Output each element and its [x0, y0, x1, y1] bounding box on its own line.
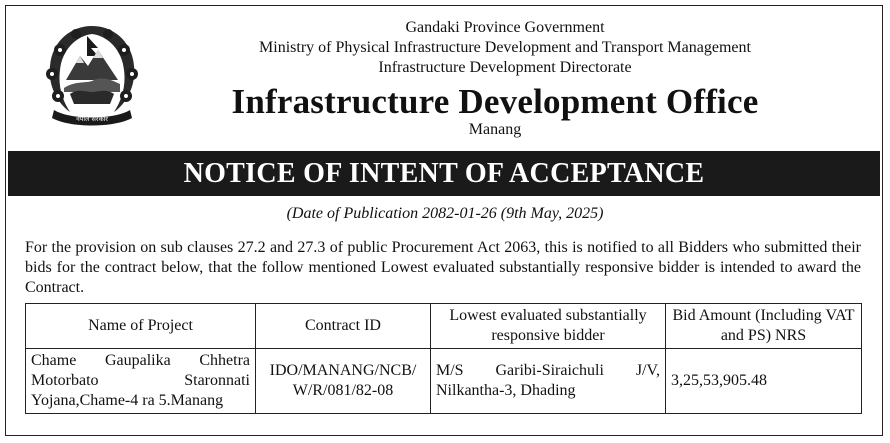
directorate-name: Infrastructure Development Directorate: [378, 59, 632, 76]
cell-contract-id: IDO/MANANG/NCB/W/R/081/82-08: [256, 349, 431, 414]
emblem-caption: नेपाल सरकार: [76, 115, 108, 123]
publication-date: (Date of Publication 2082-01-26 (9th May, 2025): [286, 205, 604, 222]
cell-bid-amount: 3,25,53,905.48: [666, 349, 862, 414]
header-project-name: Name of Project: [26, 304, 256, 349]
cell-bidder: M/S Garibi-Siraichuli J/V, Nilkantha-3, Dhading: [431, 349, 666, 414]
table-row: [26, 349, 862, 414]
contract-table: [25, 303, 862, 414]
notice-title-banner: NOTICE OF INTENT OF ACCEPTANCE: [8, 151, 880, 196]
header-bid-amount: Bid Amount (Including VAT and PS) NRS: [666, 304, 862, 349]
district-name: Manang: [468, 121, 522, 138]
header-bidder: Lowest evaluated substantially responsive bidder: [431, 304, 666, 349]
province-name: Gandaki Province Government: [405, 19, 605, 36]
header-contract-id: Contract ID: [256, 304, 431, 349]
office-name: Infrastructure Development Office: [231, 82, 759, 121]
notice-body: For the provision on sub clauses 27.2 and 27.3 of public Procurement Act 2063, this is notified to all Bidders who submitted their bids for the contract below, that the follow mentioned Lowest evaluated substantially responsive bidder is intended to award the Contract.: [25, 239, 861, 296]
ministry-name: Ministry of Physical Infrastructure Development and Transport Management: [259, 39, 751, 56]
table-header-row: [26, 304, 862, 349]
cell-project-name: Chame Gaupalika Chhetra Motorbato Staronnati Yojana,Chame-4 ra 5.Manang: [26, 349, 256, 414]
government-header: [150, 18, 860, 78]
